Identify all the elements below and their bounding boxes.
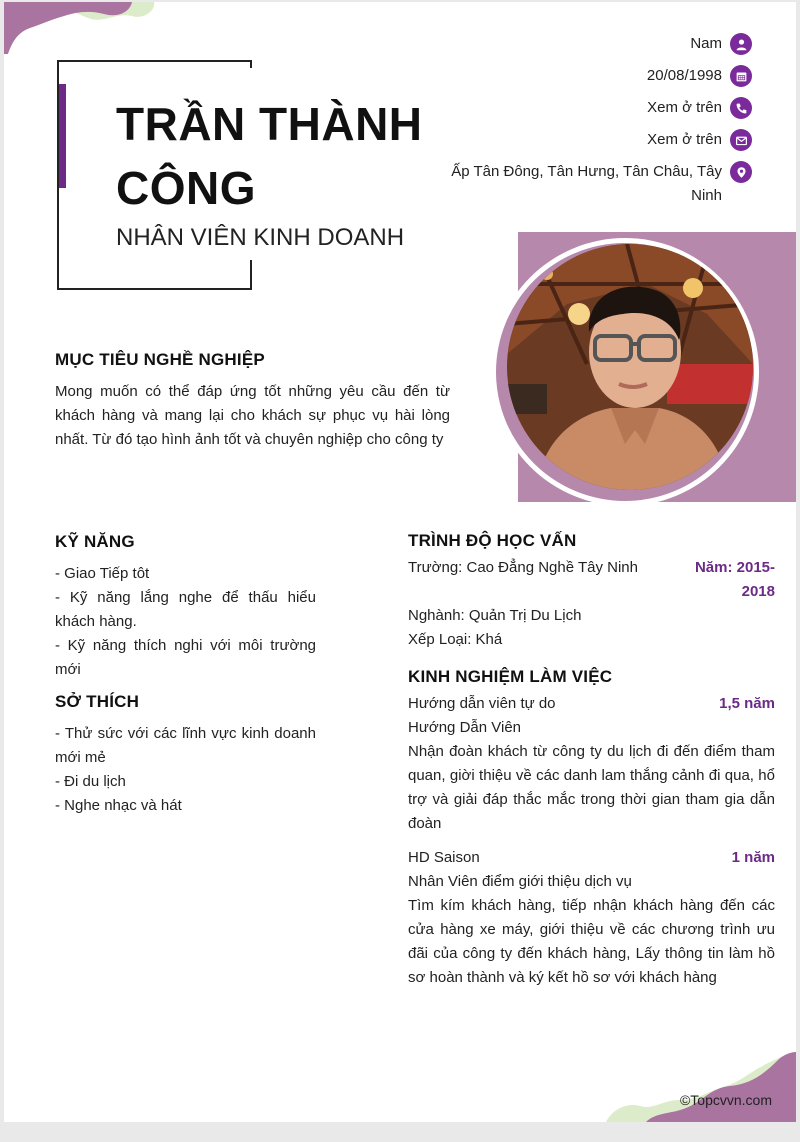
- hobbies-list: [55, 722, 316, 818]
- user-icon: [730, 33, 752, 55]
- job-company: HD Saison: [408, 849, 480, 866]
- profile-photo: [507, 244, 753, 490]
- contact-gender: [422, 32, 752, 56]
- contact-birthday-text: 20/08/1998: [646, 67, 722, 84]
- objective-text: Mong muốn có thể đáp ứng tốt những yêu cầu đến từ khách hàng và mang lại cho khách sự phục vụ hài lòng nhất. Từ đó tạo hình ảnh tốt và chuyên nghiệp cho công ty: [55, 383, 450, 448]
- mail-icon: [730, 129, 752, 151]
- cv-page: [4, 2, 796, 1122]
- contact-phone: [422, 96, 752, 120]
- contact-email-text: Xem ở trên: [647, 131, 722, 148]
- job-position: Hướng Dẫn Viên: [408, 719, 521, 736]
- list-item: - Đi du lịch: [55, 773, 126, 790]
- job-header-row: [408, 846, 775, 870]
- experience-title: KINH NGHIỆM LÀM VIỆC: [408, 667, 613, 686]
- frame-line: [250, 260, 252, 290]
- contact-email: [422, 128, 752, 152]
- list-item: - Kỹ năng thích nghi với môi trường mới: [55, 637, 316, 678]
- calendar-icon: [730, 65, 752, 87]
- job-position: Nhân Viên điểm giới thiệu dịch vụ: [408, 873, 632, 890]
- full-name: TRẦN THÀNH CÔNG: [116, 98, 423, 214]
- contact-birthday: [422, 64, 752, 88]
- contact-list: [422, 32, 752, 216]
- education-title: TRÌNH ĐỘ HỌC VẤN: [408, 531, 577, 550]
- job-description: Tìm kím khách hàng, tiếp nhận khách hàng đến các cửa hàng xe máy, giới thiệu về các chương trình ưu đãi của công ty đến khách hàng, Lấy thông tin làm hồ sơ hoàn thành và ký kết hồ sơ với khách hàng: [408, 897, 775, 986]
- contact-phone-text: Xem ở trên: [647, 99, 722, 116]
- job-duration: 1,5 năm: [719, 695, 775, 712]
- education-school: Trường: Cao Đẳng Nghề Tây Ninh: [408, 559, 638, 576]
- frame-line: [57, 60, 250, 62]
- hobbies-title: SỞ THÍCH: [55, 692, 140, 711]
- education-school-row: [408, 556, 775, 604]
- list-item: - Nghe nhạc và hát: [55, 797, 182, 814]
- contact-address: [422, 160, 752, 208]
- contact-address-text: Ấp Tân Đông, Tân Hưng, Tân Châu, Tây Ninh: [451, 163, 722, 204]
- job-company: Hướng dẫn viên tự do: [408, 695, 556, 712]
- bottom-right-decor: [606, 1052, 796, 1122]
- skills-title: KỸ NĂNG: [55, 532, 135, 551]
- contact-gender-text: Nam: [690, 35, 722, 52]
- list-item: - Giao Tiếp tôt: [55, 565, 150, 582]
- education-major: Nghành: Quản Trị Du Lịch: [408, 607, 582, 624]
- education-grade: Xếp Loại: Khá: [408, 631, 503, 648]
- skills-list: [55, 562, 316, 682]
- top-left-decor: [4, 2, 164, 62]
- education-years: Năm: 2015-2018: [694, 559, 775, 600]
- job-title: NHÂN VIÊN KINH DOANH: [116, 224, 405, 251]
- name-accent-bar: [59, 84, 66, 188]
- frame-line: [57, 288, 250, 290]
- list-item: - Thử sức với các lĩnh vực kinh doanh mới mẻ: [55, 725, 316, 766]
- phone-icon: [730, 97, 752, 119]
- frame-line: [250, 60, 252, 68]
- location-icon: [730, 161, 752, 183]
- footer-credit: ©Topcvvn.com: [679, 1092, 772, 1108]
- job-description: Nhận đoàn khách từ công ty du lịch đi đến điểm tham quan, giời thiệu về các danh lam thắng cảnh đi qua, hổ trợ và giải đáp thắc mắc trong thời gian tham gia dẫn đoàn: [408, 743, 775, 832]
- list-item: - Kỹ năng lắng nghe để thấu hiểu khách hàng.: [55, 589, 316, 630]
- objective-title: MỤC TIÊU NGHỀ NGHIỆP: [55, 350, 265, 369]
- job-duration: 1 năm: [731, 849, 775, 866]
- job-header-row: [408, 692, 775, 716]
